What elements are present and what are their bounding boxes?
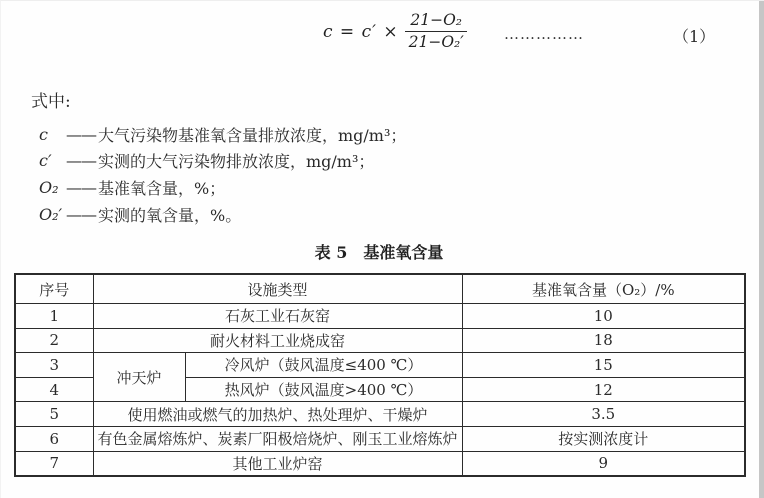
header-facility-type: 设施类型 (93, 274, 462, 304)
table-row-2 (15, 328, 745, 353)
definition-line-c-prime (39, 148, 406, 175)
header-oxygen-content: 基准氧含量（O₂）/% (462, 274, 745, 304)
definition-dash: —— (66, 124, 96, 144)
table-baseline-oxygen (14, 273, 746, 477)
definition-desc: 实测的氧含量，%。 (98, 205, 242, 225)
cell-value: 18 (462, 328, 745, 353)
cell-value: 3.5 (462, 402, 745, 427)
table-row-3 (15, 353, 745, 378)
fraction-denominator: 21−O₂′ (408, 33, 464, 52)
table-row-6 (15, 426, 745, 451)
definition-line-o2-prime (39, 201, 406, 228)
definition-term: O₂′ (39, 204, 63, 224)
equation-1 (323, 11, 469, 53)
definition-term: O₂ (39, 177, 59, 197)
cell-type: 其他工业炉窑 (93, 451, 462, 476)
cell-type: 冷风炉（鼓风温度≤400 ℃） (185, 353, 462, 378)
scan-edge-shadow (759, 1, 764, 498)
table-row-7 (15, 451, 745, 476)
definition-dash: —— (66, 151, 96, 171)
cell-value: 10 (462, 304, 745, 329)
definition-desc: 实测的大气污染物排放浓度，mg/m³； (98, 152, 375, 172)
cell-type: 热风炉（鼓风温度>400 ℃） (185, 377, 462, 402)
cell-no: 6 (15, 426, 93, 451)
cell-no: 1 (15, 304, 93, 329)
equation-fraction (404, 11, 469, 53)
definition-desc: 基准氧含量，%； (98, 178, 226, 198)
definition-dash: —— (66, 204, 96, 224)
where-label: 式中: (31, 92, 71, 112)
definition-term: c′ (39, 151, 52, 171)
cell-no: 5 (15, 402, 93, 427)
cell-no: 7 (15, 451, 93, 476)
table-title: 表 5 基准氧含量 (314, 243, 444, 262)
header-serial: 序号 (15, 274, 93, 304)
definition-desc: 大气污染物基准氧含量排放浓度，mg/m³； (98, 125, 407, 145)
cell-type: 使用燃油或燃气的加热炉、热处理炉、干燥炉 (93, 402, 462, 427)
cell-value: 9 (462, 451, 745, 476)
equation-number: （1） (673, 27, 716, 46)
cell-value: 12 (462, 377, 745, 402)
cell-no: 2 (15, 328, 93, 353)
table-row-5 (15, 402, 745, 427)
table-header-row (15, 274, 745, 304)
cell-type: 耐火材料工业烧成窑 (93, 328, 462, 353)
table-row-1 (15, 304, 745, 329)
cell-type: 有色金属熔炼炉、炭素厂阳极焙烧炉、刚玉工业熔炼炉 (93, 426, 462, 451)
fraction-numerator: 21−O₂ (405, 11, 467, 32)
cell-no: 4 (15, 377, 93, 402)
definition-line-o2 (39, 174, 406, 201)
cell-group-cupola: 冲天炉 (93, 353, 185, 402)
definition-line-c (39, 121, 406, 148)
cell-value: 按实测浓度计 (462, 426, 745, 451)
cell-value: 15 (462, 353, 745, 378)
definition-term: c (39, 124, 48, 144)
equation-lhs: c = c′ × (323, 21, 399, 42)
cell-no: 3 (15, 353, 93, 378)
equation-leader-dots: …………… (504, 25, 584, 43)
symbol-definitions (39, 121, 406, 227)
cell-type: 石灰工业石灰窑 (93, 304, 462, 329)
definition-dash: —— (66, 177, 96, 197)
